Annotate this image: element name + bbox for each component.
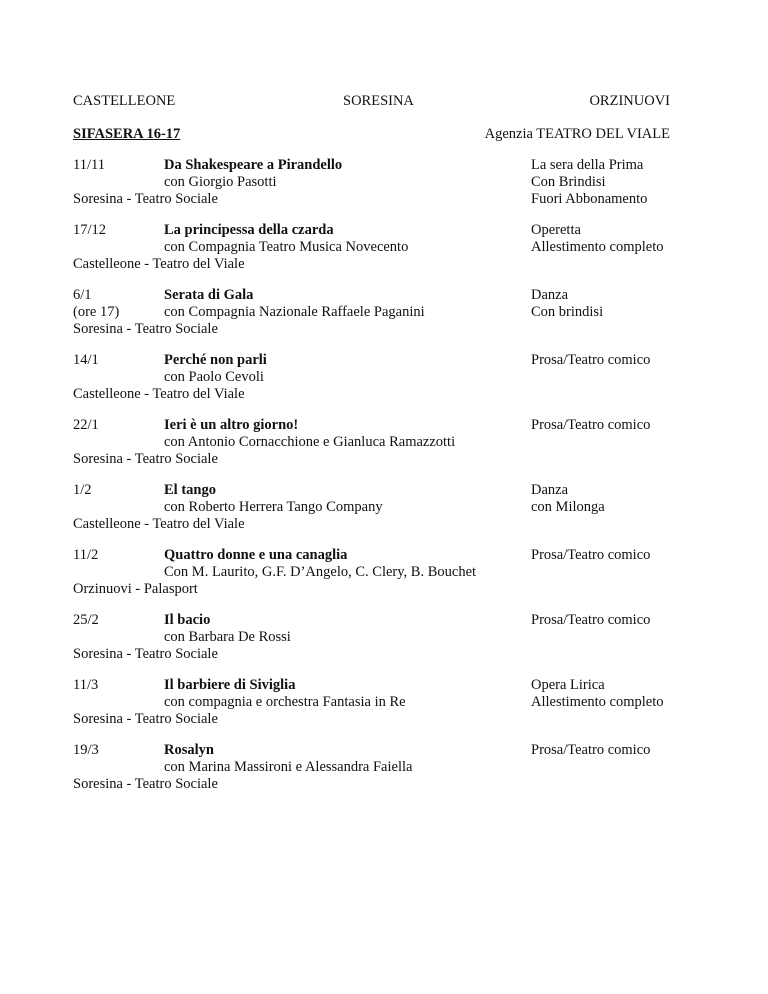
event-title: La principessa della czarda (164, 222, 334, 238)
event-venue: Soresina - Teatro Sociale (73, 451, 218, 467)
event-title: Da Shakespeare a Pirandello (164, 157, 343, 173)
event-item (73, 352, 673, 417)
event-cast: con Marina Massironi e Alessandra Faiella (164, 759, 413, 775)
event-cast: con Paolo Cevoli (164, 369, 264, 385)
event-note: Con brindisi (531, 304, 604, 320)
event-note: Prosa/Teatro comico (531, 612, 651, 628)
event-date: 22/1 (73, 417, 99, 433)
event-note: Fuori Abbonamento (531, 191, 648, 207)
event-title: Serata di Gala (164, 287, 254, 303)
event-note (531, 434, 650, 451)
event-item (73, 677, 673, 742)
event-venue: Soresina - Teatro Sociale (73, 711, 218, 727)
event-note (531, 451, 650, 468)
event-notes (531, 417, 650, 468)
event-title: Perché non parli (164, 352, 267, 368)
event-item (73, 222, 673, 287)
event-title: Il barbiere di Siviglia (164, 677, 296, 693)
event-note: Prosa/Teatro comico (531, 417, 651, 433)
event-note (531, 711, 664, 728)
event-note: con Milonga (531, 499, 605, 515)
event-time: (ore 17) (73, 304, 120, 320)
event-cast: con Antonio Cornacchione e Gianluca Ramazzotti (164, 434, 456, 450)
event-note: Danza (531, 482, 569, 498)
event-venue: Orzinuovi - Palasport (73, 581, 198, 597)
event-date: 19/3 (73, 742, 99, 758)
event-note: La sera della Prima (531, 157, 644, 173)
event-notes (531, 612, 650, 663)
event-item (73, 482, 673, 547)
event-item (73, 287, 673, 352)
event-note: Operetta (531, 222, 581, 238)
event-venue: Soresina - Teatro Sociale (73, 776, 218, 792)
event-notes (531, 547, 650, 598)
event-cast: con compagnia e orchestra Fantasia in Re (164, 694, 406, 710)
event-item (73, 417, 673, 482)
event-venue: Castelleone - Teatro del Viale (73, 516, 245, 532)
event-note: Danza (531, 287, 569, 303)
event-cast: Con M. Laurito, G.F. D’Angelo, C. Clery, B. Bouchet (164, 564, 477, 580)
event-venue: Castelleone - Teatro del Viale (73, 386, 245, 402)
event-item (73, 612, 673, 677)
event-date: 1/2 (73, 482, 92, 498)
event-note (531, 759, 650, 776)
event-note: Allestimento completo (531, 239, 664, 255)
event-note (531, 321, 603, 338)
event-notes (531, 222, 664, 273)
town-soresina: SORESINA (343, 93, 414, 109)
event-date: 11/3 (73, 677, 99, 693)
town-orzinuovi: ORZINUOVI (589, 93, 670, 109)
event-cast: con Compagnia Nazionale Raffaele Paganini (164, 304, 425, 320)
agency-name: Agenzia TEATRO DEL VIALE (484, 126, 670, 142)
event-notes (531, 482, 605, 533)
event-title: Ieri è un altro giorno! (164, 417, 299, 433)
event-cast: con Barbara De Rossi (164, 629, 291, 645)
event-date: 11/2 (73, 547, 99, 563)
event-note (531, 581, 650, 598)
event-note (531, 386, 650, 403)
event-note: Allestimento completo (531, 694, 664, 710)
event-date: 6/1 (73, 287, 92, 303)
event-venue: Castelleone - Teatro del Viale (73, 256, 245, 272)
event-title: Il bacio (164, 612, 211, 628)
town-castelleone: CASTELLEONE (73, 93, 176, 109)
event-item (73, 547, 673, 612)
event-cast: con Giorgio Pasotti (164, 174, 277, 190)
event-notes (531, 352, 650, 403)
season-title: SIFASERA 16-17 (73, 126, 181, 142)
town-header (73, 93, 670, 111)
event-date: 25/2 (73, 612, 99, 628)
event-note (531, 564, 650, 581)
event-note: Prosa/Teatro comico (531, 352, 651, 368)
event-venue: Soresina - Teatro Sociale (73, 646, 218, 662)
event-date: 11/11 (73, 157, 105, 173)
event-note (531, 369, 650, 386)
event-item (73, 157, 673, 222)
event-note: Con Brindisi (531, 174, 606, 190)
event-title: El tango (164, 482, 216, 498)
event-list (73, 157, 673, 807)
event-note: Prosa/Teatro comico (531, 547, 651, 563)
event-notes (531, 742, 650, 793)
season-header (73, 126, 670, 144)
event-date: 17/12 (73, 222, 107, 238)
event-note (531, 516, 605, 533)
event-cast: con Roberto Herrera Tango Company (164, 499, 383, 515)
event-item (73, 742, 673, 807)
event-notes (531, 157, 647, 208)
event-venue: Soresina - Teatro Sociale (73, 191, 218, 207)
event-note (531, 776, 650, 793)
event-title: Rosalyn (164, 742, 214, 758)
event-title: Quattro donne e una canaglia (164, 547, 348, 563)
event-note: Opera Lirica (531, 677, 605, 693)
event-note (531, 256, 664, 273)
event-notes (531, 287, 603, 338)
event-note (531, 629, 650, 646)
event-notes (531, 677, 664, 728)
event-note (531, 646, 650, 663)
event-date: 14/1 (73, 352, 99, 368)
event-note: Prosa/Teatro comico (531, 742, 651, 758)
event-cast: con Compagnia Teatro Musica Novecento (164, 239, 409, 255)
event-venue: Soresina - Teatro Sociale (73, 321, 218, 337)
